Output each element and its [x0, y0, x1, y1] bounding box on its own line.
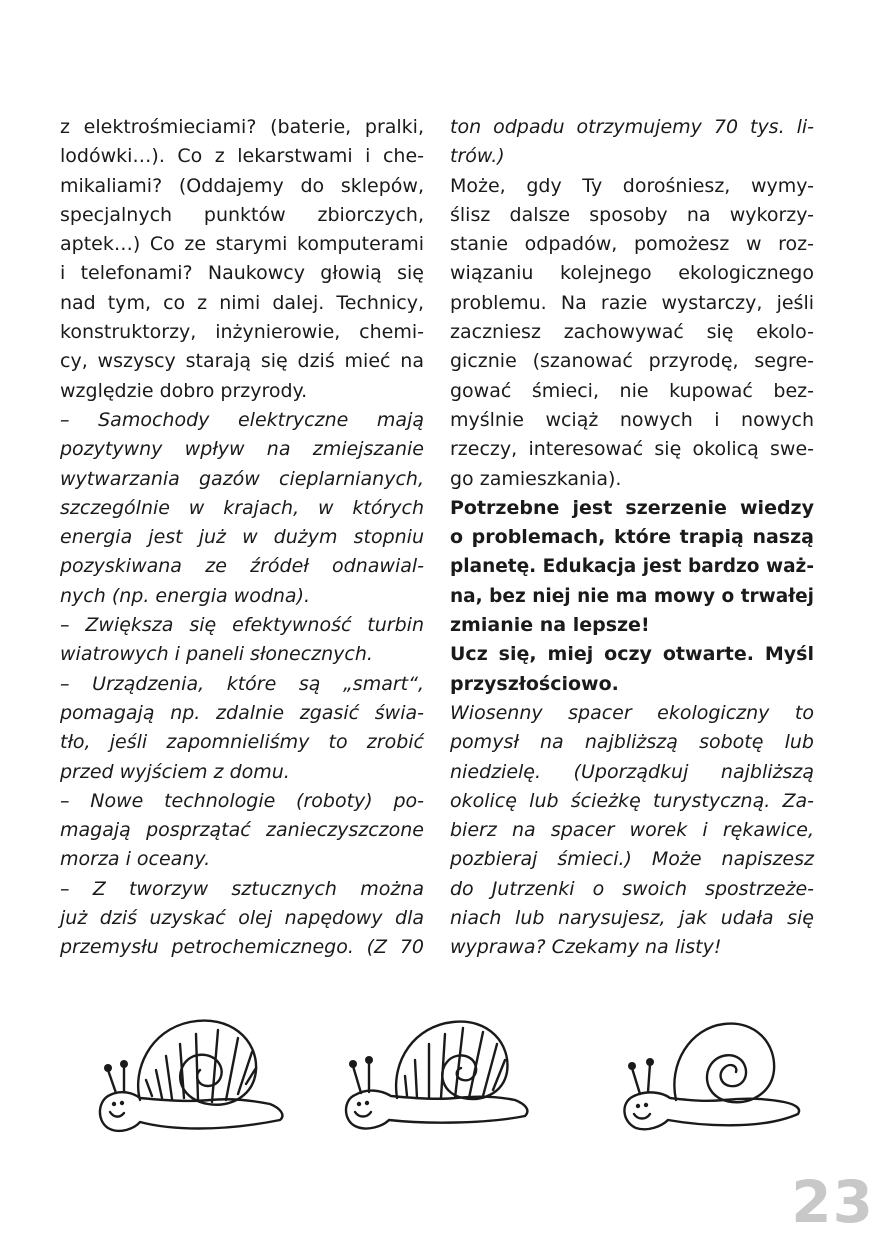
text-line: okolicę lub ścieżkę turystyczną. Za- — [450, 789, 814, 812]
text-line: wytwarzania gazów cieplarnianych, — [60, 467, 424, 490]
left-text-column — [60, 113, 424, 963]
text-line: wyprawa? Czekamy na listy! — [450, 936, 722, 959]
text-line: Ucz się, miej oczy otwarte. Myśl — [450, 643, 814, 666]
text-line: go zamieszkania). — [450, 467, 622, 490]
snail-drawing-2 — [335, 1000, 555, 1170]
text-line: mikaliami? (Oddajemy do sklepów, — [60, 174, 424, 197]
text-line: pozytywny wpływ na zmiejszanie — [60, 438, 424, 461]
text-line: przemysłu petrochemicznego. (Z 70 — [60, 936, 424, 959]
text-line: Może, gdy Ty dorośniesz, wymy- — [450, 174, 814, 197]
text-line: konstruktorzy, inżynierowie, chemi- — [60, 321, 424, 344]
text-line: pomysł na najbliższą sobotę lub — [450, 731, 814, 754]
snail-illustration — [0, 1000, 874, 1170]
text-line: bierz na spacer worek i rękawice, — [450, 819, 814, 842]
text-line: planetę. Edukacja jest bardzo waż- — [450, 556, 814, 578]
text-line: – Zwiększa się efektywność turbin — [60, 614, 424, 637]
text-line: specjalnych punktów zbiorczych, — [60, 203, 424, 226]
text-line: – Nowe technologie (roboty) po- — [60, 789, 424, 812]
text-line: energia jest już w dużym stopniu — [60, 526, 424, 549]
text-line: myślnie wciąż nowych i nowych — [450, 408, 814, 431]
text-line: gować śmieci, nie kupować bez- — [450, 379, 814, 402]
text-line: lodówki…). Co z lekarstwami i che- — [60, 145, 424, 168]
text-line: przyszłościowo. — [450, 672, 619, 695]
text-line: ślisz dalsze sposoby na wykorzy- — [450, 203, 814, 226]
text-line: wiązaniu kolejnego ekologicznego — [450, 262, 814, 285]
text-line: Wiosenny spacer ekologiczny to — [450, 701, 814, 724]
text-line: tło, jeśli zapomnieliśmy to zrobić — [60, 731, 424, 754]
text-line: nad tym, co z nimi dalej. Technicy, — [60, 291, 424, 314]
text-line: niedzielę. (Uporządkuj najbliższą — [450, 760, 814, 783]
text-line: pozyskiwana ze źródeł odnawial- — [60, 555, 424, 578]
page-number: 23 — [791, 1168, 874, 1236]
text-line: rzeczy, interesować się okolicą swe- — [450, 438, 814, 461]
text-line: do Jutrzenki o swoich spostrzeże- — [450, 877, 814, 900]
text-line: trów.) — [450, 145, 505, 168]
text-line: względzie dobro przyrody. — [60, 379, 308, 402]
text-line: zaczniesz zachowywać się ekolo- — [450, 321, 814, 344]
text-line: morza i oceany. — [60, 848, 211, 871]
text-line: nych (np. energia wodna). — [60, 584, 311, 607]
text-line: wiatrowych i paneli słonecznych. — [60, 643, 373, 666]
text-line: stanie odpadów, pomożesz w roz- — [450, 233, 814, 256]
text-line: i telefonami? Naukowcy głowią się — [60, 262, 424, 285]
text-line: pomagają np. zdalnie zgasić świa- — [60, 701, 424, 724]
text-line: magają posprzątać zanieczyszczone — [60, 819, 424, 842]
text-line: problemu. Na razie wystarczy, jeśli — [450, 291, 814, 314]
text-line: szczególnie w krajach, w których — [60, 496, 424, 519]
text-line: już dziś uzyskać olej napędowy dla — [60, 907, 424, 930]
text-line: – Urządzenia, które są „smart“, — [60, 672, 424, 695]
text-line: z elektrośmieciami? (baterie, pralki, — [60, 116, 424, 138]
text-line: – Z tworzyw sztucznych można — [60, 877, 424, 900]
text-line: niach lub narysujesz, jak udała się — [450, 907, 814, 930]
snail-drawing-1 — [80, 1000, 300, 1170]
text-line: o problemach, które trapią naszą — [450, 526, 814, 549]
text-line: cy, wszyscy starają się dziś mieć na — [60, 350, 424, 373]
right-text-column — [450, 113, 814, 963]
text-line: – Samochody elektryczne mają — [60, 408, 424, 431]
text-line: ton odpadu otrzymujemy 70 tys. li- — [450, 116, 814, 138]
text-line: przed wyjściem z domu. — [60, 760, 290, 783]
text-line: zmianie na lepsze! — [450, 614, 650, 637]
text-line: aptek…) Co ze starymi komputerami — [60, 233, 424, 256]
text-line: Potrzebne jest szerzenie wiedzy — [450, 496, 814, 519]
text-line: pozbieraj śmieci.) Może napiszesz — [450, 848, 814, 871]
snail-drawing-3 — [612, 1000, 812, 1170]
text-line: na, bez niej nie ma mowy o trwałej — [450, 585, 814, 607]
text-line: gicznie (szanować przyrodę, segre- — [450, 350, 814, 373]
